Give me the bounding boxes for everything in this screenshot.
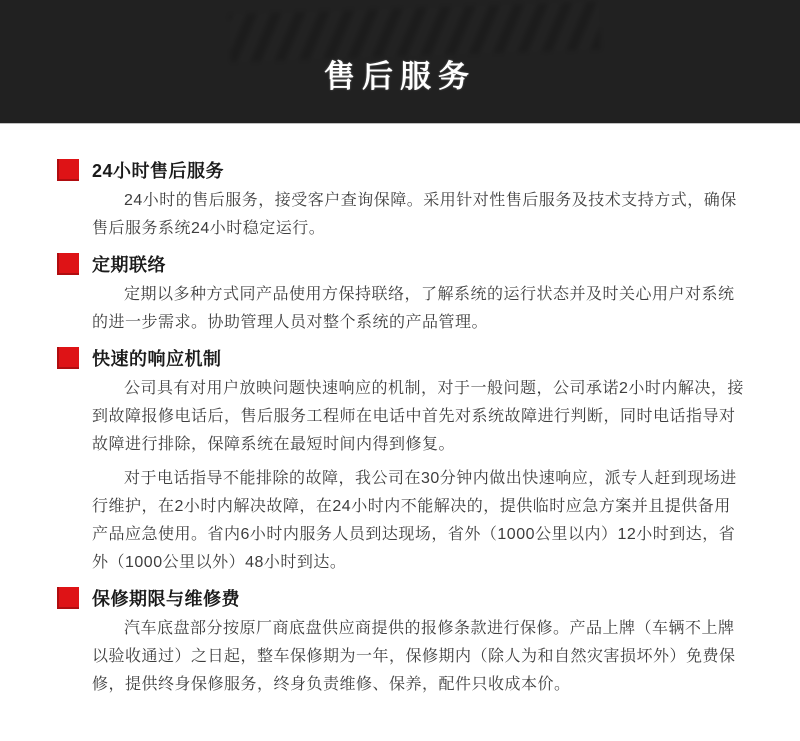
red-square-bullet-icon	[57, 347, 79, 369]
section-header	[92, 587, 746, 611]
section-title: 24小时售后服务	[92, 161, 225, 181]
section-paragraph: 对于电话指导不能排除的故障，我公司在30分钟内做出快速响应，派专人赶到现场进行维护，在2小时内解决故障，在24小时内不能解决的，提供临时应急方案并且提供备用产品应急使用。省内6小时内服务人员到达现场，省外（1000公里以内）12小时到达，省外（1000公里以外）48小时到达。	[92, 470, 737, 571]
red-square-bullet-icon	[57, 587, 79, 609]
section-title: 定期联络	[92, 255, 166, 275]
section-title: 保修期限与维修费	[92, 589, 240, 609]
section-title: 快速的响应机制	[92, 349, 222, 369]
section-header	[92, 159, 746, 183]
section-header	[92, 347, 746, 371]
header-banner	[0, 0, 800, 123]
section-paragraph: 24小时的售后服务，接受客户查询保障。采用针对性售后服务及技术支持方式，确保售后服务系统24小时稳定运行。	[92, 192, 737, 237]
service-section	[92, 159, 746, 243]
section-header	[92, 253, 746, 277]
service-section	[92, 587, 746, 699]
section-paragraph: 汽车底盘部分按原厂商底盘供应商提供的报修条款进行保修。产品上牌（车辆不上牌以验收通过）之日起，整车保修期为一年，保修期内（除人为和自然灾害损坏外）免费保修，提供终身保修服务，终身负责维修、保养，配件只收成本价。	[92, 620, 736, 693]
content-area	[0, 123, 800, 699]
section-paragraph: 公司具有对用户放映问题快速响应的机制，对于一般问题，公司承诺2小时内解决，接到故障报修电话后，售后服务工程师在电话中首先对系统故障进行判断，同时电话指导对故障进行排除，保障系统在最短时间内得到修复。	[92, 380, 744, 453]
red-square-bullet-icon	[57, 253, 79, 275]
service-section	[92, 253, 746, 337]
red-square-bullet-icon	[57, 159, 79, 181]
service-section	[92, 347, 746, 577]
page-title: 售后服务	[324, 59, 476, 94]
section-paragraph: 定期以多种方式同产品使用方保持联络，了解系统的运行状态并及时关心用户对系统的进一步需求。协助管理人员对整个系统的产品管理。	[92, 286, 735, 331]
